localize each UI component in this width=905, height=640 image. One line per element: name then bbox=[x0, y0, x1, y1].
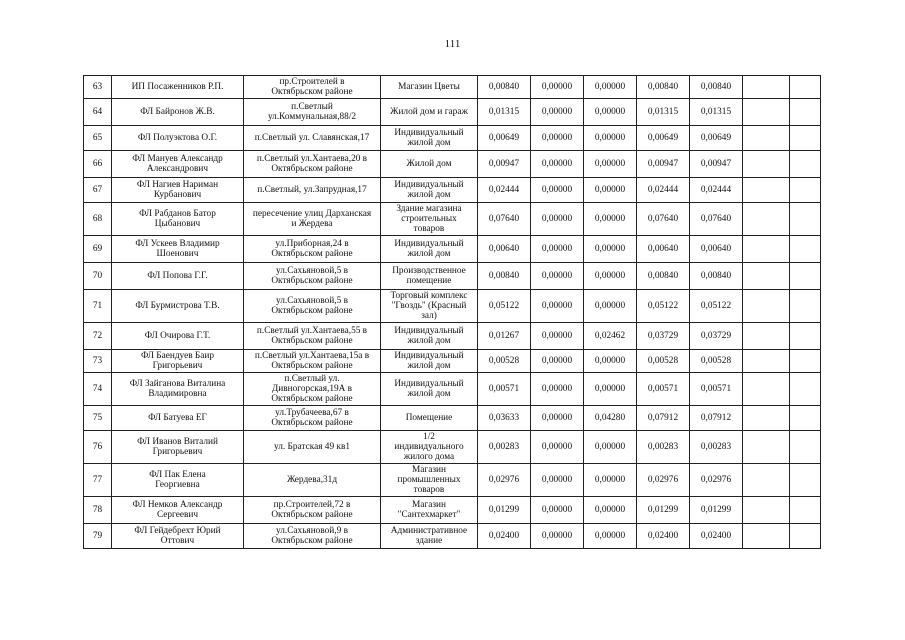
table-row bbox=[84, 99, 821, 126]
row-number: 75 bbox=[84, 406, 112, 431]
empty-cell bbox=[743, 464, 790, 497]
value-1: 0,02976 bbox=[478, 464, 531, 497]
value-3: 0,00000 bbox=[584, 464, 637, 497]
value-2: 0,00000 bbox=[531, 497, 584, 524]
table-row bbox=[84, 76, 821, 99]
value-3: 0,00000 bbox=[584, 178, 637, 203]
address: п.Светлый ул. Славянская,17 bbox=[244, 126, 381, 151]
value-1: 0,00283 bbox=[478, 431, 531, 464]
owner-name: ФЛ Немков Александр Сергеевич bbox=[112, 497, 244, 524]
address: п.Светлый ул.Хантаева,15а в Октябрьском районе bbox=[244, 350, 381, 373]
value-5: 0,00649 bbox=[690, 126, 743, 151]
empty-cell bbox=[743, 76, 790, 99]
value-5: 0,00840 bbox=[690, 76, 743, 99]
value-2: 0,00000 bbox=[531, 464, 584, 497]
value-5: 0,00840 bbox=[690, 263, 743, 290]
address: ул.Трубачеева,67 в Октябрьском районе bbox=[244, 406, 381, 431]
value-1: 0,01315 bbox=[478, 99, 531, 126]
empty-cell bbox=[743, 290, 790, 323]
value-4: 0,07640 bbox=[637, 203, 690, 236]
address: ул.Сахьяновой,5 в Октябрьском районе bbox=[244, 263, 381, 290]
row-number: 63 bbox=[84, 76, 112, 99]
value-1: 0,00649 bbox=[478, 126, 531, 151]
empty-cell bbox=[743, 99, 790, 126]
empty-cell bbox=[743, 178, 790, 203]
value-4: 0,02976 bbox=[637, 464, 690, 497]
row-number: 78 bbox=[84, 497, 112, 524]
value-5: 0,02400 bbox=[690, 524, 743, 549]
value-4: 0,00649 bbox=[637, 126, 690, 151]
value-4: 0,07912 bbox=[637, 406, 690, 431]
value-3: 0,00000 bbox=[584, 76, 637, 99]
empty-cell bbox=[743, 350, 790, 373]
value-2: 0,00000 bbox=[531, 350, 584, 373]
object-type: Индивидуальный жилой дом bbox=[381, 126, 478, 151]
object-type: Производственное помещение bbox=[381, 263, 478, 290]
table-row bbox=[84, 464, 821, 497]
row-number: 64 bbox=[84, 99, 112, 126]
empty-cell bbox=[790, 497, 821, 524]
owner-name: ФЛ Полуэктова О.Г. bbox=[112, 126, 244, 151]
value-2: 0,00000 bbox=[531, 236, 584, 263]
owner-name: ФЛ Нагиев Нариман Курбанович bbox=[112, 178, 244, 203]
value-5: 0,00640 bbox=[690, 236, 743, 263]
value-2: 0,00000 bbox=[531, 203, 584, 236]
value-5: 0,01299 bbox=[690, 497, 743, 524]
address: ул. Братская 49 кв1 bbox=[244, 431, 381, 464]
address: п.Светлый, ул.Запрудная,17 bbox=[244, 178, 381, 203]
object-type: Жилой дом bbox=[381, 151, 478, 178]
row-number: 79 bbox=[84, 524, 112, 549]
value-5: 0,01315 bbox=[690, 99, 743, 126]
table-row bbox=[84, 236, 821, 263]
value-2: 0,00000 bbox=[531, 323, 584, 350]
value-3: 0,00000 bbox=[584, 373, 637, 406]
row-number: 65 bbox=[84, 126, 112, 151]
value-4: 0,00571 bbox=[637, 373, 690, 406]
owner-name: ФЛ Батуева ЕГ bbox=[112, 406, 244, 431]
value-3: 0,00000 bbox=[584, 99, 637, 126]
value-2: 0,00000 bbox=[531, 406, 584, 431]
value-2: 0,00000 bbox=[531, 431, 584, 464]
empty-cell bbox=[790, 350, 821, 373]
owner-name: ИП Посаженников Р.П. bbox=[112, 76, 244, 99]
value-3: 0,00000 bbox=[584, 151, 637, 178]
table-row bbox=[84, 373, 821, 406]
value-4: 0,01299 bbox=[637, 497, 690, 524]
value-4: 0,00283 bbox=[637, 431, 690, 464]
value-5: 0,00571 bbox=[690, 373, 743, 406]
value-5: 0,03729 bbox=[690, 323, 743, 350]
object-type: Индивидуальный жилой дом bbox=[381, 178, 478, 203]
owner-name: ФЛ Зайганова Виталина Владимировна bbox=[112, 373, 244, 406]
object-type: Индивидуальный жилой дом bbox=[381, 350, 478, 373]
address: п.Светлый ул.Коммунальная,88/2 bbox=[244, 99, 381, 126]
value-4: 0,01315 bbox=[637, 99, 690, 126]
empty-cell bbox=[790, 99, 821, 126]
value-2: 0,00000 bbox=[531, 126, 584, 151]
value-2: 0,00000 bbox=[531, 373, 584, 406]
value-1: 0,01267 bbox=[478, 323, 531, 350]
row-number: 71 bbox=[84, 290, 112, 323]
value-3: 0,00000 bbox=[584, 126, 637, 151]
owner-name: ФЛ Попова Г.Г. bbox=[112, 263, 244, 290]
value-1: 0,00571 bbox=[478, 373, 531, 406]
empty-cell bbox=[790, 373, 821, 406]
value-5: 0,02976 bbox=[690, 464, 743, 497]
value-1: 0,02400 bbox=[478, 524, 531, 549]
empty-cell bbox=[790, 178, 821, 203]
empty-cell bbox=[790, 464, 821, 497]
table-row bbox=[84, 178, 821, 203]
object-type: 1/2 индивидуального жилого дома bbox=[381, 431, 478, 464]
owner-name: ФЛ Бурмистрова Т.В. bbox=[112, 290, 244, 323]
object-type: Магазин Цветы bbox=[381, 76, 478, 99]
value-2: 0,00000 bbox=[531, 76, 584, 99]
empty-cell bbox=[790, 290, 821, 323]
value-3: 0,00000 bbox=[584, 203, 637, 236]
owner-name: ФЛ Ускеев Владимир Шоенович bbox=[112, 236, 244, 263]
empty-cell bbox=[790, 406, 821, 431]
owner-name: ФЛ Байронов Ж.В. bbox=[112, 99, 244, 126]
value-4: 0,00528 bbox=[637, 350, 690, 373]
address: пересечение улиц Дарханская и Жердева bbox=[244, 203, 381, 236]
table-body bbox=[84, 76, 821, 549]
empty-cell bbox=[790, 524, 821, 549]
empty-cell bbox=[790, 236, 821, 263]
value-5: 0,00947 bbox=[690, 151, 743, 178]
table-row bbox=[84, 431, 821, 464]
value-3: 0,00000 bbox=[584, 263, 637, 290]
value-1: 0,00640 bbox=[478, 236, 531, 263]
empty-cell bbox=[743, 431, 790, 464]
row-number: 68 bbox=[84, 203, 112, 236]
object-type: Торговый комплекс "Гвоздь" (Красный зал) bbox=[381, 290, 478, 323]
table-row bbox=[84, 406, 821, 431]
value-2: 0,00000 bbox=[531, 178, 584, 203]
empty-cell bbox=[743, 373, 790, 406]
value-5: 0,05122 bbox=[690, 290, 743, 323]
value-3: 0,00000 bbox=[584, 236, 637, 263]
value-4: 0,00640 bbox=[637, 236, 690, 263]
value-1: 0,05122 bbox=[478, 290, 531, 323]
empty-cell bbox=[743, 497, 790, 524]
data-table bbox=[83, 75, 821, 549]
address: пр.Строителей в Октябрьском районе bbox=[244, 76, 381, 99]
value-1: 0,00947 bbox=[478, 151, 531, 178]
value-2: 0,00000 bbox=[531, 290, 584, 323]
table-row bbox=[84, 497, 821, 524]
empty-cell bbox=[743, 203, 790, 236]
object-type: Магазин "Сантехмаркет" bbox=[381, 497, 478, 524]
empty-cell bbox=[790, 323, 821, 350]
value-1: 0,00840 bbox=[478, 76, 531, 99]
address: ул.Сахьяновой,9 в Октябрьском районе bbox=[244, 524, 381, 549]
value-3: 0,00000 bbox=[584, 497, 637, 524]
row-number: 76 bbox=[84, 431, 112, 464]
value-3: 0,00000 bbox=[584, 431, 637, 464]
value-1: 0,03633 bbox=[478, 406, 531, 431]
row-number: 70 bbox=[84, 263, 112, 290]
value-1: 0,00528 bbox=[478, 350, 531, 373]
value-4: 0,02444 bbox=[637, 178, 690, 203]
owner-name: ФЛ Рабданов Батор Цыбанович bbox=[112, 203, 244, 236]
value-3: 0,04280 bbox=[584, 406, 637, 431]
empty-cell bbox=[743, 126, 790, 151]
owner-name: ФЛ Мануев Александр Александрович bbox=[112, 151, 244, 178]
empty-cell bbox=[790, 126, 821, 151]
table-row bbox=[84, 263, 821, 290]
row-number: 77 bbox=[84, 464, 112, 497]
value-1: 0,01299 bbox=[478, 497, 531, 524]
value-3: 0,00000 bbox=[584, 350, 637, 373]
row-number: 72 bbox=[84, 323, 112, 350]
value-5: 0,00283 bbox=[690, 431, 743, 464]
empty-cell bbox=[743, 151, 790, 178]
value-4: 0,03729 bbox=[637, 323, 690, 350]
table-row bbox=[84, 524, 821, 549]
address: ул.Сахьяновой,5 в Октябрьском районе bbox=[244, 290, 381, 323]
value-3: 0,00000 bbox=[584, 290, 637, 323]
empty-cell bbox=[790, 263, 821, 290]
owner-name: ФЛ Пак Елена Георгиевна bbox=[112, 464, 244, 497]
empty-cell bbox=[790, 76, 821, 99]
empty-cell bbox=[743, 263, 790, 290]
object-type: Жилой дом и гараж bbox=[381, 99, 478, 126]
row-number: 69 bbox=[84, 236, 112, 263]
address: п.Светлый ул.Хантаева,55 в Октябрьском районе bbox=[244, 323, 381, 350]
object-type: Магазин промышленных товаров bbox=[381, 464, 478, 497]
empty-cell bbox=[790, 431, 821, 464]
value-4: 0,05122 bbox=[637, 290, 690, 323]
owner-name: ФЛ Гейдебрехт Юрий Оттович bbox=[112, 524, 244, 549]
object-type: Индивидуальный жилой дом bbox=[381, 236, 478, 263]
value-1: 0,02444 bbox=[478, 178, 531, 203]
value-3: 0,02462 bbox=[584, 323, 637, 350]
value-2: 0,00000 bbox=[531, 151, 584, 178]
owner-name: ФЛ Иванов Виталий Григорьевич bbox=[112, 431, 244, 464]
address: ул.Приборная,24 в Октябрьском районе bbox=[244, 236, 381, 263]
address: Жердева,31д bbox=[244, 464, 381, 497]
table-row bbox=[84, 203, 821, 236]
value-5: 0,07912 bbox=[690, 406, 743, 431]
row-number: 67 bbox=[84, 178, 112, 203]
empty-cell bbox=[743, 323, 790, 350]
address: пр.Строителей,72 в Октябрьском районе bbox=[244, 497, 381, 524]
value-2: 0,00000 bbox=[531, 99, 584, 126]
value-4: 0,02400 bbox=[637, 524, 690, 549]
empty-cell bbox=[743, 406, 790, 431]
row-number: 74 bbox=[84, 373, 112, 406]
table-row bbox=[84, 350, 821, 373]
page-number: 111 bbox=[444, 38, 461, 50]
empty-cell bbox=[743, 236, 790, 263]
table-row bbox=[84, 126, 821, 151]
object-type: Индивидуальный жилой дом bbox=[381, 373, 478, 406]
value-2: 0,00000 bbox=[531, 524, 584, 549]
value-4: 0,00840 bbox=[637, 76, 690, 99]
value-4: 0,00840 bbox=[637, 263, 690, 290]
table-row bbox=[84, 151, 821, 178]
value-2: 0,00000 bbox=[531, 263, 584, 290]
object-type: Здание магазина строительных товаров bbox=[381, 203, 478, 236]
owner-name: ФЛ Очирова Г.Т. bbox=[112, 323, 244, 350]
value-5: 0,02444 bbox=[690, 178, 743, 203]
address: п.Светлый ул. Дивногорская,19А в Октябрьском районе bbox=[244, 373, 381, 406]
value-1: 0,00840 bbox=[478, 263, 531, 290]
empty-cell bbox=[743, 524, 790, 549]
empty-cell bbox=[790, 151, 821, 178]
object-type: Помещение bbox=[381, 406, 478, 431]
value-1: 0,07640 bbox=[478, 203, 531, 236]
table-row bbox=[84, 290, 821, 323]
table-row bbox=[84, 323, 821, 350]
owner-name: ФЛ Баендуев Баир Григорьевич bbox=[112, 350, 244, 373]
value-3: 0,00000 bbox=[584, 524, 637, 549]
object-type: Индивидуальный жилой дом bbox=[381, 323, 478, 350]
empty-cell bbox=[790, 203, 821, 236]
object-type: Административное здание bbox=[381, 524, 478, 549]
address: п.Светлый ул.Хантаева,20 в Октябрьском районе bbox=[244, 151, 381, 178]
row-number: 66 bbox=[84, 151, 112, 178]
value-5: 0,00528 bbox=[690, 350, 743, 373]
row-number: 73 bbox=[84, 350, 112, 373]
value-5: 0,07640 bbox=[690, 203, 743, 236]
value-4: 0,00947 bbox=[637, 151, 690, 178]
